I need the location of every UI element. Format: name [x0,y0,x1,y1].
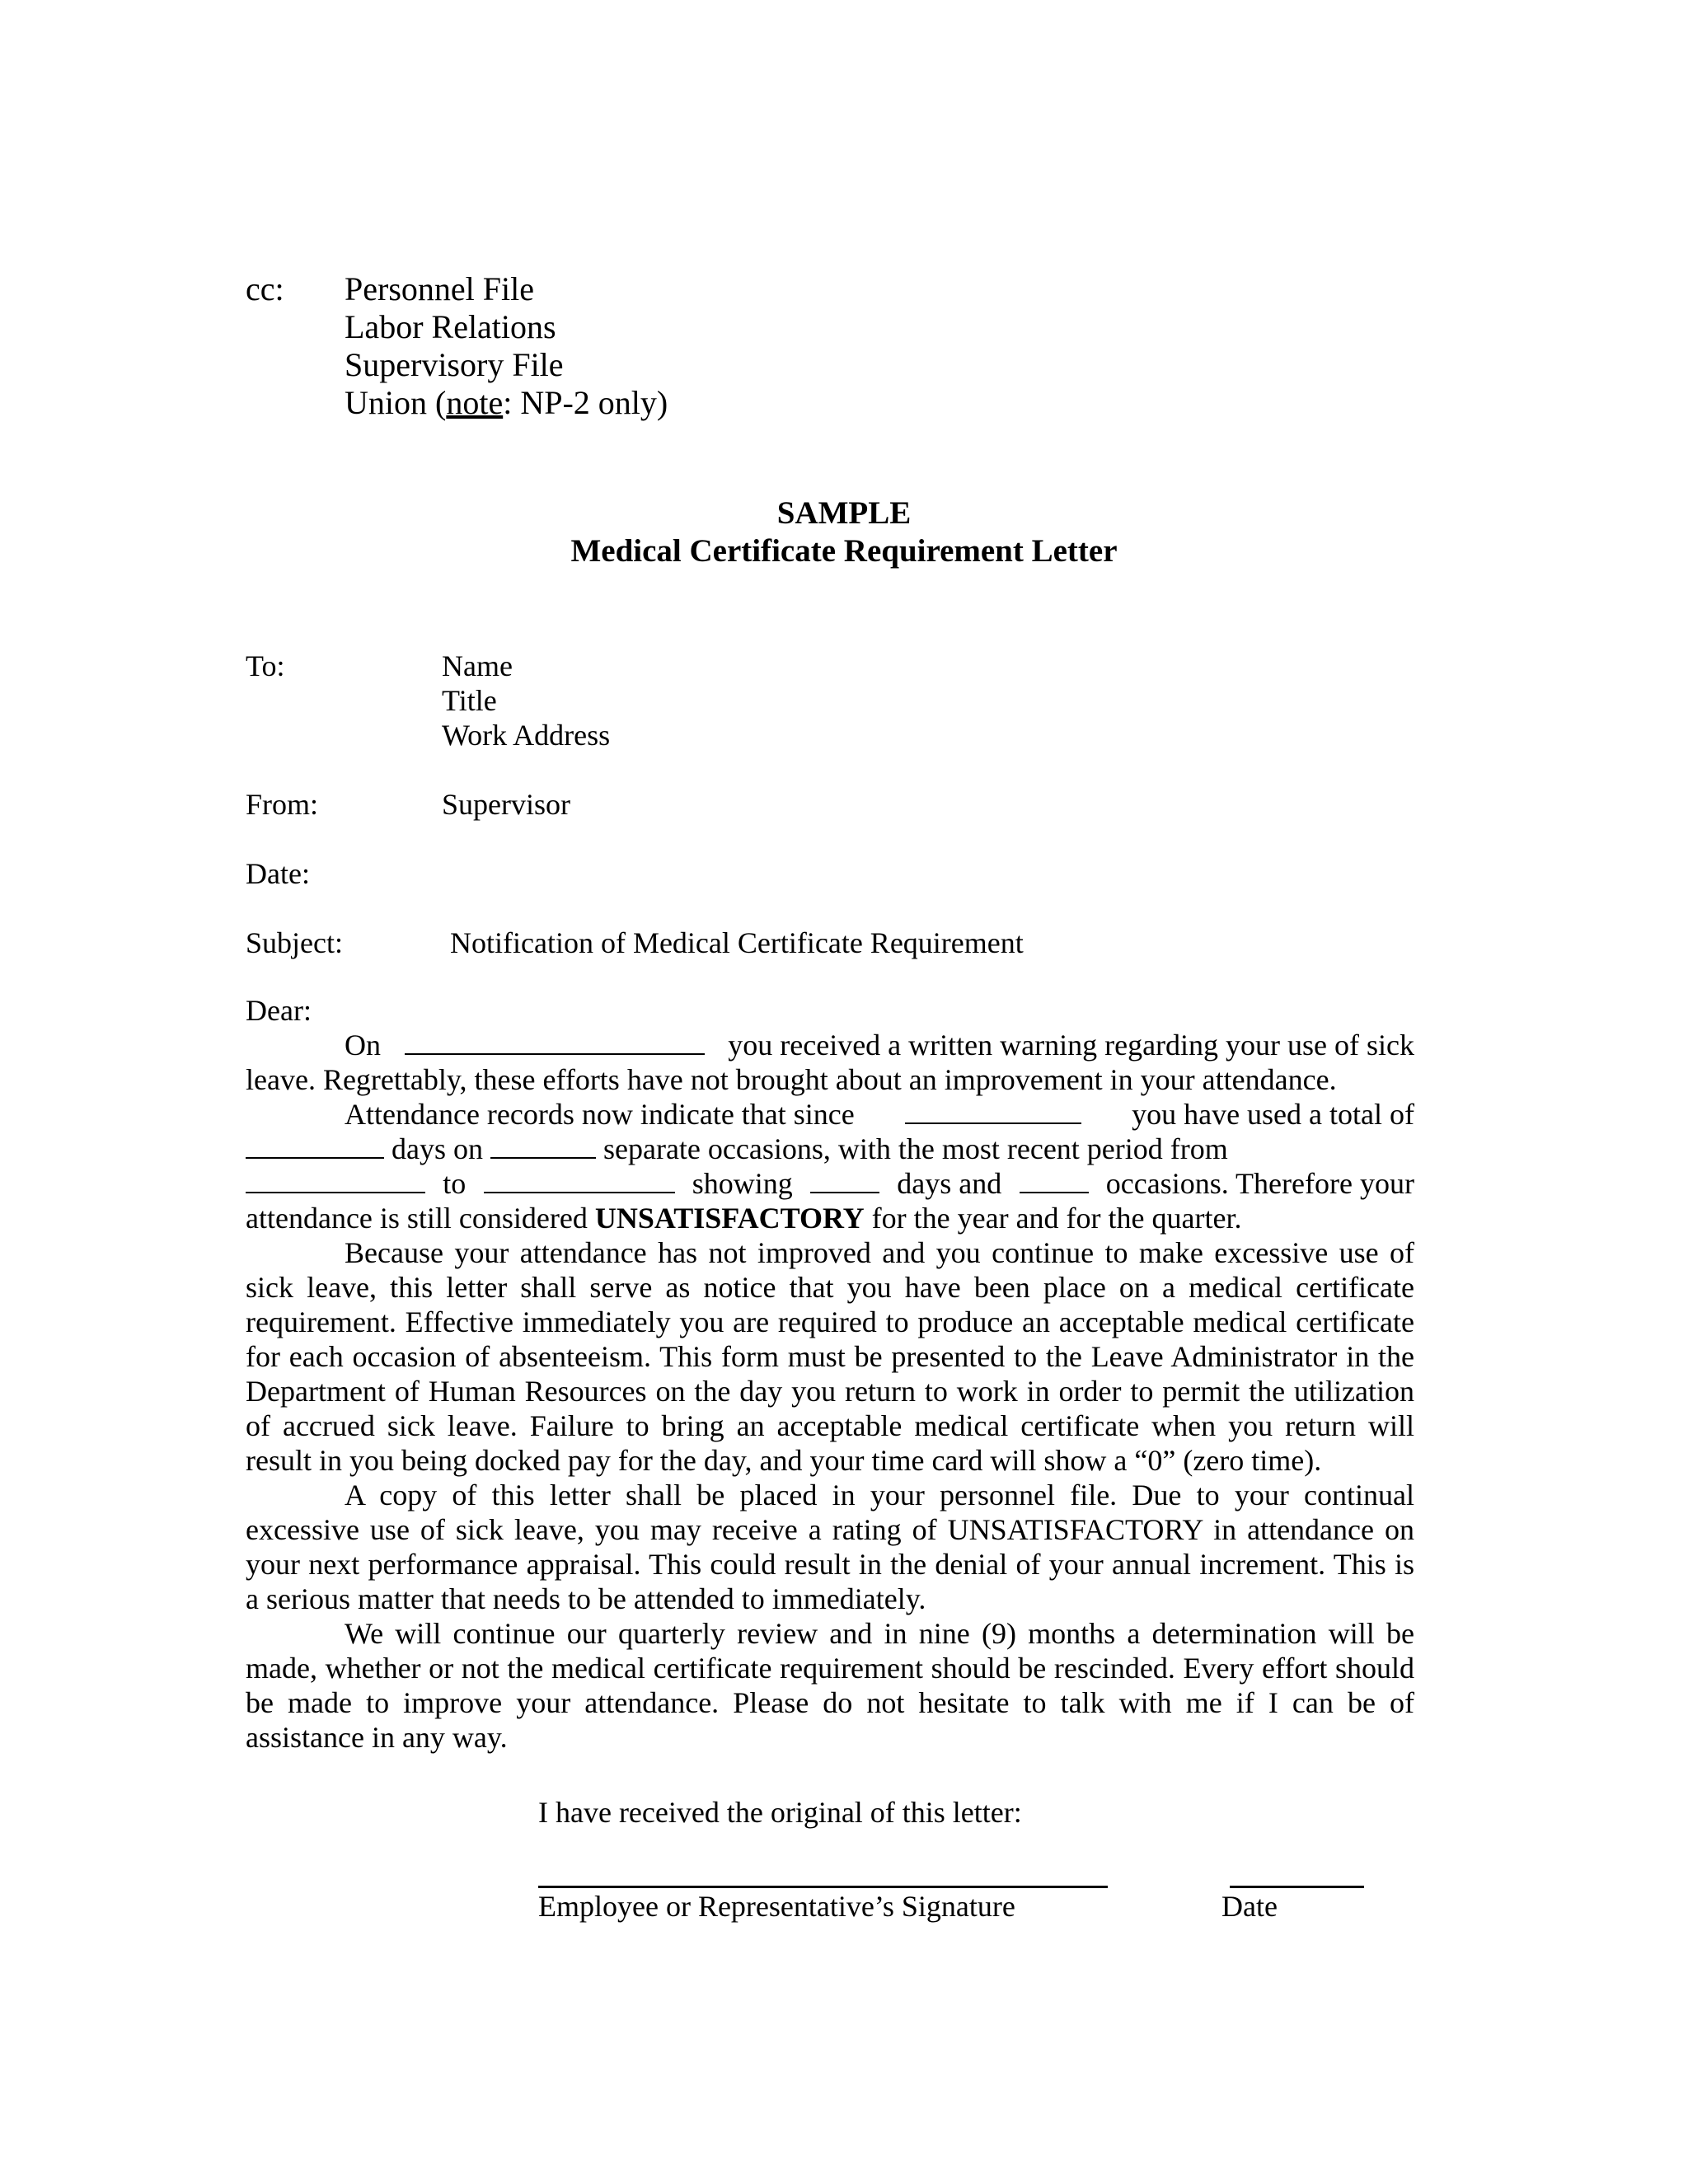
recent-days-blank [810,1167,879,1193]
salutation: Dear: [246,994,312,1027]
to-label: To: [246,649,285,682]
recent-occasions-blank [1020,1167,1089,1193]
warning-date-blank [405,1029,705,1055]
p2-since-text: Attendance records now indicate that since [345,1098,855,1131]
cc-union-prefix: Union ( [345,384,447,421]
p2-considered-text: attendance is still considered [246,1202,595,1235]
p2-days-and-text: days and [897,1167,1002,1200]
period-to-blank [484,1167,675,1193]
p1-line2 [246,1062,1414,1097]
paragraph-quarterly-review: We will continue our quarterly review and in nine (9) months a determination will be made, whether or not the medical certificate requirement should be rescinded. Every effort should be made to improve your attendance. Please do not hesitate to talk with me if I can be of assistance in any way. [246,1617,1414,1754]
p2-line4 [246,1201,1414,1235]
title-sample: SAMPLE [776,495,912,531]
subject-text: Notification of Medical Certificate Requirement [450,926,1024,959]
period-from-blank [246,1167,425,1193]
from-value [442,787,570,822]
cc-list [345,270,668,422]
subject-label: Subject: [246,926,343,959]
total-days-blank [246,1132,384,1159]
to-value [442,649,610,752]
to-title: Title [442,684,497,717]
cc-label: cc: [246,270,284,307]
p2-days-on-text: days on [392,1132,483,1165]
from-label: From: [246,788,319,821]
p2-line2 [246,1132,1414,1166]
p1-line1 [246,1028,1414,1062]
p2-quarter-text: for the year and for the quarter. [864,1202,1242,1235]
p1-line2-text: leave. Regrettably, these efforts have not brought about an improvement in your attendance. [246,1063,1337,1096]
cc-item-union [345,384,668,422]
occasions-count-blank [490,1132,596,1159]
date-signature-label: Date [1221,1890,1278,1923]
p2-occasions-text: separate occasions, with the most recent period from [603,1132,1228,1165]
title-letter-name: Medical Certificate Requirement Letter [570,533,1118,569]
subject-value [450,926,1024,960]
p2-total-text: you have used a total of [1132,1098,1414,1131]
p2-to-text: to [443,1167,467,1200]
to-work-address: Work Address [442,719,611,752]
since-date-blank [905,1098,1081,1124]
cc-union-suffix: : NP-2 only) [503,384,668,421]
cc-item-supervisory-file: Supervisory File [345,346,564,383]
cc-item-labor-relations: Labor Relations [345,308,556,345]
p1-line1-rest: you received a written warning regarding your use of sick [728,1029,1414,1062]
cc-item-personnel-file: Personnel File [345,270,534,307]
signature-label: Employee or Representative’s Signature [538,1890,1015,1923]
p1-on: On [345,1029,381,1062]
to-name: Name [442,649,513,682]
cc-union-note: note [446,384,504,421]
letter-body [246,993,1414,1755]
unsatisfactory-emphasis: UNSATISFACTORY [594,1202,865,1235]
p2-line3 [246,1166,1414,1201]
paragraph-medical-requirement: Because your attendance has not improved and you continue to make excessive use of sick leave, this letter shall serve as notice that you have been place on a medical certificate requirement. Effective immediately you are required to produce an acceptable medical certificate for each occasion of absenteeism. This form must be presented to the Leave Administrator in the Department of Human Resources on the day you return to work in order to permit the utilization of accrued sick leave. Failure to bring an acceptable medical certificate when you return will result in you being docked pay for the day, and your time card will show a “0” (zero time). [246,1236,1414,1477]
receipt-statement: I have received the original of this letter: [538,1796,1022,1829]
date-label: Date: [246,857,310,890]
from-supervisor: Supervisor [442,788,570,821]
p2-showing-text: showing [692,1167,793,1200]
p2-line1 [246,1097,1414,1132]
paragraph-personnel-file: A copy of this letter shall be placed in your personnel file. Due to your continual excessive use of sick leave, you may receive a rating of UNSATISFACTORY in attendance on your next performance appraisal. This could result in the denial of your annual increment. This is a serious matter that needs to be attended to immediately. [246,1479,1414,1615]
signature-line[interactable] [538,1886,1108,1888]
letter-title [0,494,1688,570]
date-signature-line[interactable] [1230,1886,1364,1888]
p2-therefore-text: occasions. Therefore your [1105,1167,1414,1200]
